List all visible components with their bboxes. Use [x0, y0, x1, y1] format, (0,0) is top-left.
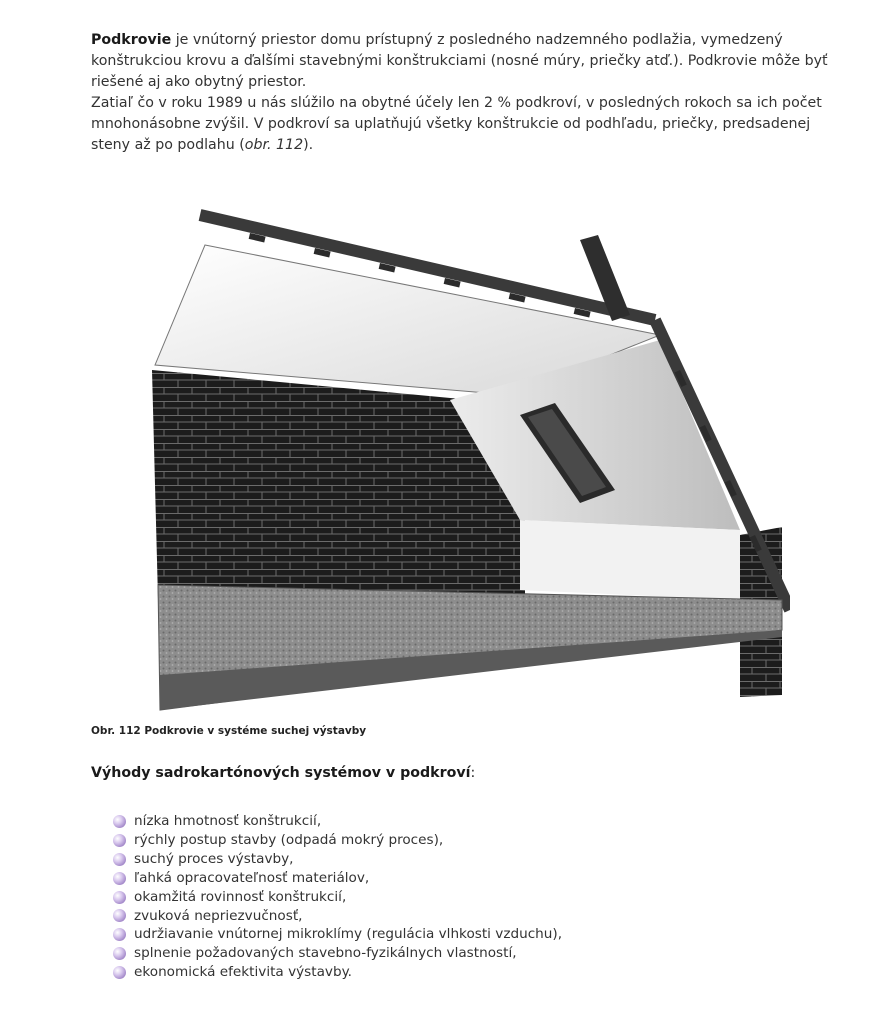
list-item — [113, 850, 562, 869]
attic-illustration — [150, 205, 790, 715]
list-item — [113, 944, 562, 963]
list-item — [113, 831, 562, 850]
attic-drawing — [150, 205, 790, 715]
intro-paragraph-2-text: Zatiaľ čo v roku 1989 u nás slúžilo na obytné účely len 2 % podkroví, v posledných rokoch sa ich počet mnohonásobne zvýšil. V podkroví sa uplatňujú všetky konštrukcie od podhľadu, priečky, predsadenej steny až po podlahu ( — [91, 95, 822, 153]
dormer-front — [520, 520, 740, 600]
bullet-icon — [113, 966, 126, 979]
term-podkrovie: Podkrovie — [91, 32, 172, 48]
intro-paragraph-2-end: ). — [303, 137, 314, 153]
list-item-text: splnenie požadovaných stavebno-fyzikálnych vlastností, — [134, 945, 517, 962]
list-item-text: zvuková nepriezvučnosť, — [134, 907, 303, 924]
bullet-icon — [113, 853, 126, 866]
list-item — [113, 925, 562, 944]
intro-paragraph-1 — [91, 30, 851, 93]
list-item-text: udržiavanie vnútornej mikroklímy (regulácia vlhkosti vzduchu), — [134, 926, 563, 943]
advantages-list — [113, 812, 562, 982]
list-item-text: ľahká opracovateľnosť materiálov, — [134, 869, 370, 886]
bullet-icon — [113, 891, 126, 904]
list-item-text: okamžitá rovinnosť konštrukcií, — [134, 888, 347, 905]
bullet-icon — [113, 872, 126, 885]
advantages-heading — [91, 765, 475, 781]
list-item — [113, 963, 562, 982]
intro-text — [91, 30, 851, 156]
bullet-icon — [113, 928, 126, 941]
bullet-icon — [113, 834, 126, 847]
advantages-heading-colon: : — [470, 765, 476, 781]
list-item-text: ekonomická efektivita výstavby. — [134, 964, 353, 981]
list-item — [113, 869, 562, 888]
bullet-icon — [113, 815, 126, 828]
intro-paragraph-2 — [91, 93, 851, 156]
intro-paragraph-1-text: je vnútorný priestor domu prístupný z posledného nadzemného podlažia, vymedzený konštrukciou krovu a ďalšími stavebnými konštrukciami (nosné múry, priečky atď.). Podkrovie môže byť riešené aj ako obytný priestor. — [91, 32, 828, 90]
list-item — [113, 888, 562, 907]
list-item — [113, 812, 562, 831]
list-item — [113, 907, 562, 926]
list-item-text: nízka hmotnosť konštrukcií, — [134, 813, 322, 829]
bullet-icon — [113, 947, 126, 960]
list-item-text: suchý proces výstavby, — [134, 850, 294, 867]
advantages-heading-text: Výhody sadrokartónových systémov v podkroví — [91, 765, 471, 781]
figure-caption: Obr. 112 Podkrovie v systéme suchej výstavby — [91, 725, 367, 737]
list-item-text: rýchly postup stavby (odpadá mokrý proces), — [134, 831, 444, 848]
bullet-icon — [113, 909, 126, 922]
figure-reference: obr. 112 — [244, 137, 304, 153]
